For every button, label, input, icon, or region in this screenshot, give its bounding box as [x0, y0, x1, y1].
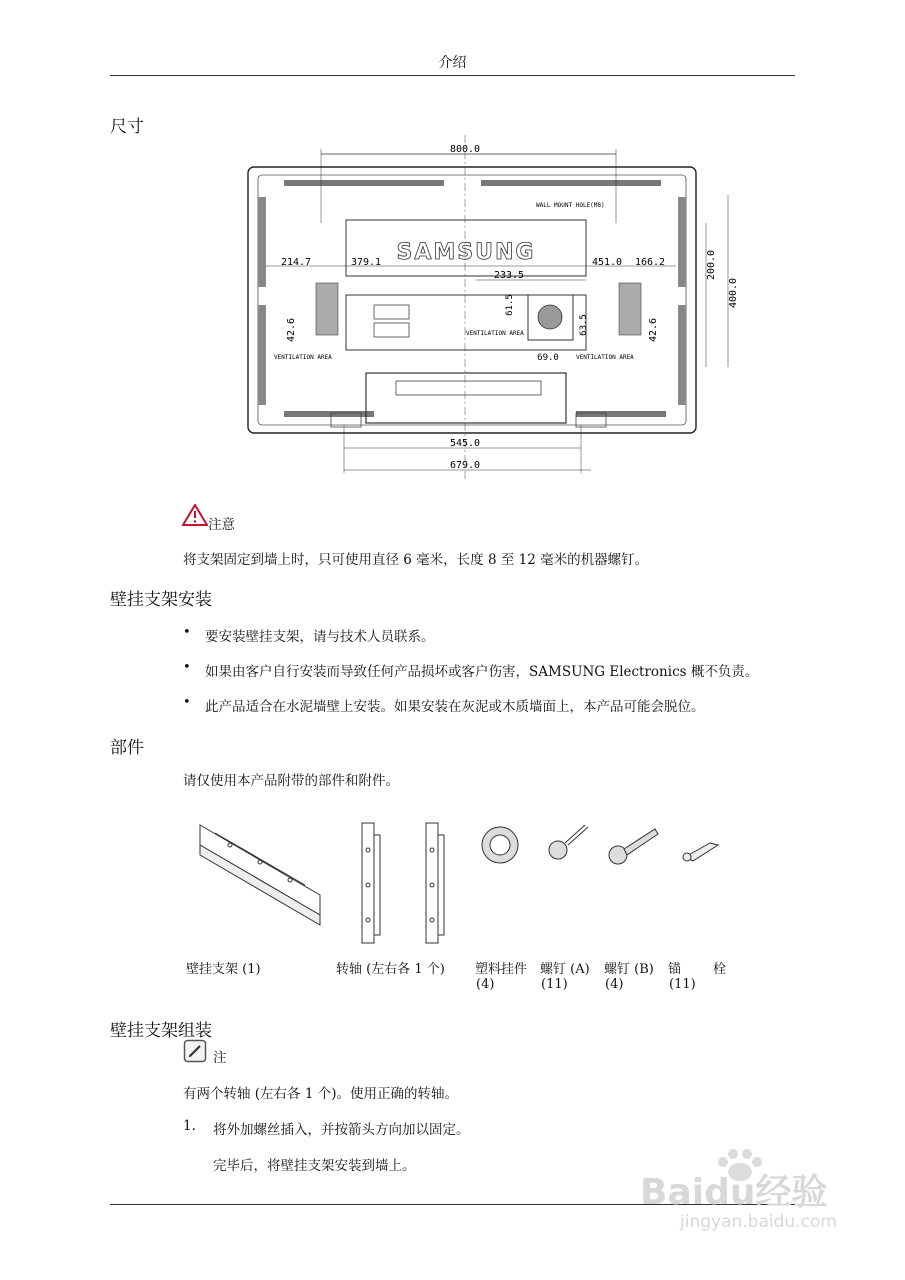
dimensions-diagram — [236, 135, 746, 485]
dim-69: 69.0 — [537, 353, 559, 363]
step-subtext: 完毕后，将壁挂支架安装到墙上。 — [213, 1158, 416, 1174]
parts-illustration — [190, 815, 750, 950]
watermark-brand: Baidu经验 — [640, 1172, 828, 1213]
dim-166: 166.2 — [634, 257, 666, 268]
dim-61: 61.5 — [505, 294, 515, 316]
stand-outline — [366, 373, 566, 423]
vent-label-left: VENTILATION AREA — [274, 354, 332, 361]
note-label: 注 — [213, 1050, 227, 1066]
anchor-drawing — [683, 843, 718, 861]
bracket-drawing — [200, 825, 320, 925]
wall-mount-bullet-2: 如果由客户自行安装而导致任何产品损坏或客户伤害，SAMSUNG Electronics 概不负责。 — [205, 664, 759, 680]
warning-triangle-icon — [182, 504, 208, 526]
dim-451: 451.0 — [591, 257, 623, 268]
dim-200: 200.0 — [706, 249, 717, 281]
part-bracket-label: 壁挂支架 (1) — [186, 962, 261, 977]
parts-intro: 请仅使用本产品附带的部件和附件。 — [183, 773, 399, 789]
part-anchor-label: 锚 — [668, 962, 682, 977]
dim-42-left: 42.6 — [286, 317, 297, 343]
side-vent-right-bottom — [678, 305, 686, 405]
bullet-icon: • — [183, 625, 191, 640]
side-vent-right-top — [678, 197, 686, 287]
caution-text: 将支架固定到墙上时，只可使用直径 6 毫米，长度 8 至 12 毫米的机器螺钉。 — [183, 552, 649, 568]
wall-mount-bullet-1: 要安装壁挂支架，请与技术人员联系。 — [205, 629, 435, 645]
part-screw-b-qty: (4) — [605, 977, 624, 992]
dim-545: 545.0 — [449, 438, 481, 449]
dim-42-right: 42.6 — [648, 317, 659, 343]
dim-679: 679.0 — [449, 460, 481, 471]
dim-233: 233.5 — [493, 270, 525, 281]
watermark-url: jingyan.baidu.com — [680, 1212, 837, 1232]
dim-214: 214.7 — [280, 257, 312, 268]
side-vent-left-top — [258, 197, 266, 287]
note-pencil-icon — [183, 1039, 207, 1063]
part-anchor-label-2: 栓 — [713, 962, 727, 977]
part-screw-b-label: 螺钉 (B) — [604, 962, 654, 977]
side-vent-left-bottom — [258, 305, 266, 405]
dim-400: 400.0 — [728, 277, 739, 309]
part-screw-a-qty: (11) — [541, 977, 568, 992]
top-vent-left — [284, 180, 444, 186]
note-text: 有两个转轴 (左右各 1 个)。使用正确的转轴。 — [183, 1086, 458, 1102]
part-plastic-qty: (4) — [476, 977, 495, 992]
brand-logo: SAMSUNG — [396, 240, 536, 265]
bullet-icon: • — [183, 660, 191, 675]
assembly-heading: 壁挂支架组装 — [110, 1021, 212, 1041]
bullet-icon: • — [183, 695, 191, 710]
vent-label-center: VENTILATION AREA — [466, 330, 524, 337]
dimensions-heading: 尺寸 — [110, 117, 144, 137]
wall-mount-hole-label: WALL MOUNT HOLE(M8) — [536, 202, 605, 209]
dim-379: 379.1 — [350, 257, 382, 268]
dim-800: 800.0 — [449, 144, 481, 155]
top-vent-right — [481, 180, 661, 186]
step-text: 将外加螺丝插入，并按箭头方向加以固定。 — [213, 1122, 470, 1138]
step-number: 1. — [183, 1118, 196, 1134]
hinge-left-drawing — [362, 823, 380, 943]
header-rule — [110, 75, 795, 76]
caution-label: 注意 — [208, 517, 235, 533]
plastic-hanger-drawing — [482, 827, 518, 863]
part-anchor-qty: (11) — [669, 977, 696, 992]
screw-b-drawing — [609, 829, 658, 864]
wall-mount-bullet-3: 此产品适合在水泥墙壁上安装。如果安装在灰泥或木质墙面上，本产品可能会脱位。 — [205, 699, 705, 715]
dim-63: 63.5 — [579, 314, 589, 336]
parts-heading: 部件 — [110, 738, 144, 758]
part-hinge-label: 转轴 (左右各 1 个) — [336, 962, 445, 977]
wall-mount-heading: 壁挂支架安装 — [110, 590, 212, 610]
page-header-title: 介绍 — [438, 55, 467, 71]
screw-a-drawing — [549, 825, 588, 859]
hinge-right-drawing — [426, 823, 444, 943]
part-screw-a-label: 螺钉 (A) — [540, 962, 590, 977]
part-plastic-label: 塑料挂件 — [475, 962, 528, 977]
vent-label-right: VENTILATION AREA — [576, 354, 634, 361]
